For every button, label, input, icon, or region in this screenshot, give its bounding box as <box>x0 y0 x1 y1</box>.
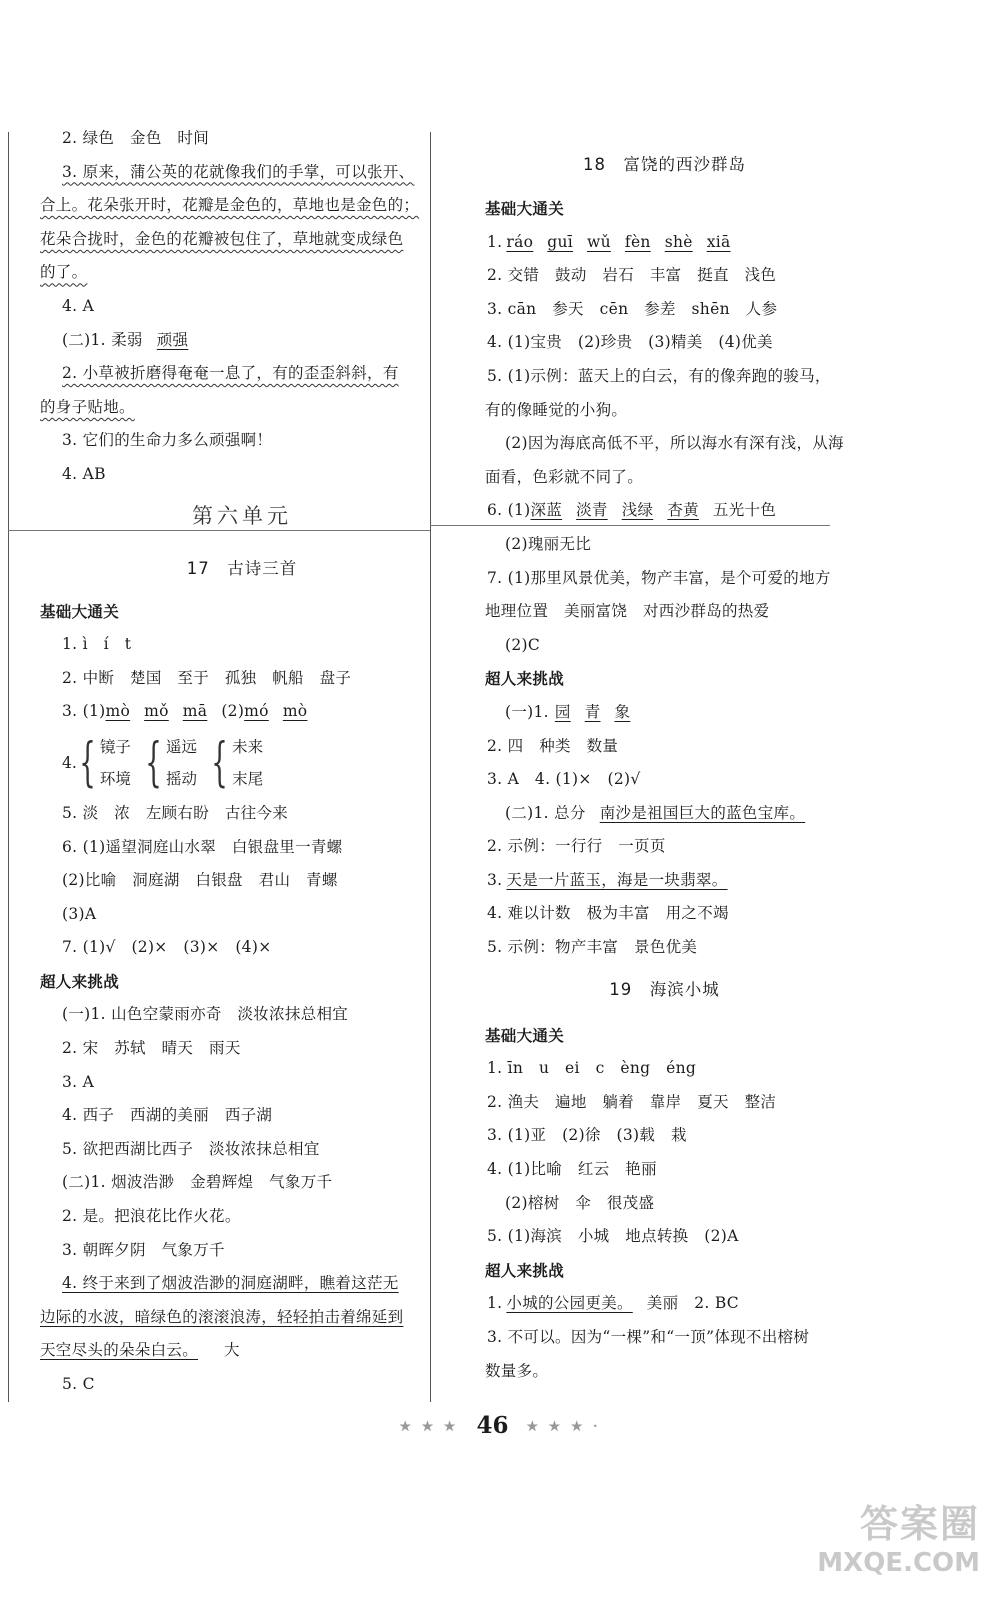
pinyin-answer: mā <box>182 702 208 721</box>
brace-icon: { <box>79 732 96 793</box>
text-line <box>487 864 842 898</box>
page-number <box>0 1412 1000 1439</box>
text-line: 2. 四 种类 数量 <box>487 736 619 755</box>
word-stack <box>100 732 131 794</box>
text-line: 2. 宋 苏轼 晴天 雨天 <box>62 1039 241 1058</box>
text-line: 7. (1)√ (2)× (3)× (4)× <box>62 938 272 957</box>
text-line: 3. 它们的生命力多么顽强啊！ <box>62 431 273 450</box>
underlined-answer: 杏黄 <box>667 501 699 520</box>
text-line <box>487 1287 842 1321</box>
text-line: 5. 欲把西湖比西子 淡妆浓抹总相宜 <box>62 1139 320 1158</box>
star-decoration-icon: ★ ★ ★ · <box>526 1419 601 1435</box>
pinyin-answer: fèn <box>624 232 651 251</box>
brace-group <box>62 729 422 797</box>
text-line: 2. 中断 楚国 至于 孤独 帆船 盘子 <box>62 668 352 687</box>
text-line: 6. (1)遥望洞庭山水翠 白银盘里一青螺 <box>62 837 343 856</box>
text-line: 数量多。 <box>485 1361 549 1380</box>
text-line: 3. 原来，蒲公英的花就像我们的手掌，可以张开、 <box>62 162 415 181</box>
text-line: 3. (1)亚 (2)徐 (3)载 栽 <box>487 1126 687 1145</box>
text-line <box>62 324 422 358</box>
text-line <box>487 226 842 260</box>
section-heading: 基础大通关 <box>40 601 120 621</box>
text-line <box>487 494 842 528</box>
text-line: 4. 西子 西湖的美丽 西子湖 <box>62 1106 273 1125</box>
section-heading: 超人来挑战 <box>485 669 565 689</box>
underlined-answer: 南沙是祖国巨大的蓝色宝库。 <box>599 803 806 822</box>
text-line: (一)1. 山色空蒙雨亦奇 淡妆浓抹总相宜 <box>62 1005 349 1024</box>
text-line: 有的像睡觉的小狗。 <box>485 400 628 419</box>
text-line: (2)比喻 洞庭湖 白银盘 君山 青螺 <box>62 871 338 890</box>
text-line: (2)瑰丽无比 <box>505 534 592 553</box>
text-span: 1. <box>487 1294 503 1313</box>
text-line: 4. 难以计数 极为丰富 用之不竭 <box>487 904 729 923</box>
page-number-text: 46 <box>476 1412 509 1439</box>
text-line: (2)因为海底高低不平，所以海水有深有浅，从海 <box>505 434 844 453</box>
underlined-answer: 浅绿 <box>621 501 654 520</box>
pinyin-answer: ráo <box>506 232 534 251</box>
pinyin-answer: shè <box>664 232 693 251</box>
underlined-answer: 象 <box>614 702 631 721</box>
word: 镜子 <box>99 737 131 756</box>
text-span: 3. <box>487 870 503 889</box>
text-line: 3. A 4. (1)× (2)√ <box>487 770 641 789</box>
text-line: 2. 渔夫 遍地 躺着 靠岸 夏天 整洁 <box>487 1092 777 1111</box>
text-line <box>505 696 842 730</box>
text-line: 2. 示例：一行行 一页页 <box>487 837 666 856</box>
text-line: (二)1. 烟波浩渺 金碧辉煌 气象万千 <box>62 1173 333 1192</box>
lesson-title: 18 富饶的西沙群岛 <box>583 155 746 174</box>
watermark-url: MXQE.COM <box>817 1548 980 1578</box>
word: 末尾 <box>232 769 264 788</box>
text-line: 4. AB <box>62 464 106 483</box>
pinyin-answer: wǔ <box>587 232 611 251</box>
underlined-answer: 青 <box>584 702 601 721</box>
text-line: 5. 淡 浓 左顾右盼 古往今来 <box>62 803 289 822</box>
text-line: 2. 是。把浪花比作火花。 <box>62 1207 241 1226</box>
pinyin-answer: mò <box>282 702 308 721</box>
section-heading: 超人来挑战 <box>485 1260 565 1280</box>
underlined-answer: 小城的公园更美。 <box>506 1294 633 1313</box>
column-divider <box>430 132 431 1402</box>
pinyin-answer: mǒ <box>144 702 169 721</box>
watermark-logo: 答案圈 <box>859 1502 980 1546</box>
text-line: 4. A <box>62 296 95 315</box>
text-line: 5. (1)海滨 小城 地点转换 (2)A <box>487 1227 739 1246</box>
text-span: (二)1. 总分 <box>505 803 586 822</box>
text-line: (2)榕树 伞 很茂盛 <box>505 1193 655 1212</box>
star-decoration-icon: ★ ★ ★ <box>399 1419 459 1435</box>
lesson-title: 19 海滨小城 <box>609 979 720 999</box>
text-line: 面看，色彩就不同了。 <box>485 467 644 486</box>
text-span: 美丽 2. BC <box>646 1294 739 1313</box>
text-span: 3. (1) <box>62 702 106 721</box>
right-column <box>487 148 842 1388</box>
text-span: (一)1. <box>505 702 549 721</box>
underlined-answer: 园 <box>554 702 571 721</box>
text-line: 3. 朝晖夕阴 气象万千 <box>62 1240 225 1259</box>
text-span: 五光十色 <box>712 501 777 520</box>
text-line: 3. A <box>62 1072 95 1091</box>
word-stack <box>166 732 197 794</box>
underlined-answer: 淡青 <box>576 501 608 520</box>
text-line: 4. (1)比喻 红云 艳丽 <box>487 1160 657 1179</box>
text-line: 地理位置 美丽富饶 对西沙群岛的热爱 <box>485 602 770 621</box>
text-line: 2. 交错 鼓动 岩石 丰富 挺直 浅色 <box>487 266 777 285</box>
text-line: 的了。 <box>40 263 88 282</box>
text-span: (2) <box>221 702 245 721</box>
section-heading: 超人来挑战 <box>40 971 120 991</box>
underlined-answer: 顽强 <box>156 330 189 349</box>
underlined-answer: 天空尽头的朵朵白云。 <box>40 1341 199 1360</box>
underlined-answer: 天是一片蓝玉，海是一块翡翠。 <box>506 870 728 889</box>
text-line: 合上。花朵张开时，花瓣是金色的，草地也是金色的； <box>40 196 420 215</box>
word: 环境 <box>99 769 131 788</box>
text-line: 7. (1)那里风景优美，物产丰富，是个可爱的地方 <box>487 568 831 587</box>
text-line <box>505 797 842 831</box>
word: 遥远 <box>166 737 198 756</box>
text-line: 1. ì í t <box>62 635 132 654</box>
text-line: 4. 终于来到了烟波浩渺的洞庭湖畔，瞧着这茫无 <box>62 1274 399 1293</box>
pinyin-answer: xiā <box>706 232 731 251</box>
text-line: (3)A <box>62 904 97 923</box>
pinyin-answer: mò <box>105 702 131 721</box>
text-line: 3. 不可以。因为“一棵”和“一顶”体现不出榕树 <box>487 1328 810 1346</box>
text-line: 5. C <box>62 1375 95 1393</box>
word: 未来 <box>232 737 264 756</box>
text-line: 5. (1)示例：蓝天上的白云，有的像奔跑的骏马， <box>487 366 831 385</box>
text-line: 3. cān 参天 cēn 参差 shēn 人参 <box>487 299 778 318</box>
section-heading: 基础大通关 <box>485 1025 565 1045</box>
word-stack <box>232 732 263 794</box>
left-margin-line <box>8 132 9 1402</box>
section-heading: 基础大通关 <box>485 199 565 218</box>
text-line: 2. 小草被折磨得奄奄一息了，有的歪歪斜斜，有 <box>62 364 399 383</box>
item-number: 4. <box>62 753 77 772</box>
brace-icon: { <box>211 732 228 793</box>
text-line: 1. īn u ei c èng éng <box>487 1059 697 1078</box>
text-line <box>40 1334 422 1368</box>
underlined-answer: 深蓝 <box>530 501 563 520</box>
pinyin-answer: mó <box>244 702 269 721</box>
text-line <box>62 695 422 729</box>
unit-title: 第六单元 <box>192 503 292 528</box>
text-line: 花朵合拢时，金色的花瓣被包住了，草地就变成绿色 <box>40 229 404 248</box>
text-line: 4. (1)宝贵 (2)珍贵 (3)精美 (4)优美 <box>487 333 773 352</box>
watermark <box>817 1493 980 1578</box>
text-span: 1. <box>487 232 503 251</box>
text-span: 大 <box>224 1341 240 1360</box>
text-span: (二)1. 柔弱 <box>62 330 143 349</box>
left-column <box>40 122 422 1402</box>
pinyin-answer: guī <box>547 232 574 251</box>
word: 摇动 <box>166 769 198 788</box>
text-line: 5. 示例：物产丰富 景色优美 <box>487 938 698 957</box>
text-line: 2. 绿色 金色 时间 <box>62 129 210 147</box>
lesson-title: 17 古诗三首 <box>186 558 298 578</box>
text-line: 的身子贴地。 <box>40 397 135 416</box>
brace-icon: { <box>145 732 162 793</box>
text-line: 边际的水波，暗绿色的滚滚浪涛，轻轻拍击着绵延到 <box>40 1307 404 1326</box>
text-line: (2)C <box>505 635 541 654</box>
text-span: 6. (1) <box>487 501 531 520</box>
